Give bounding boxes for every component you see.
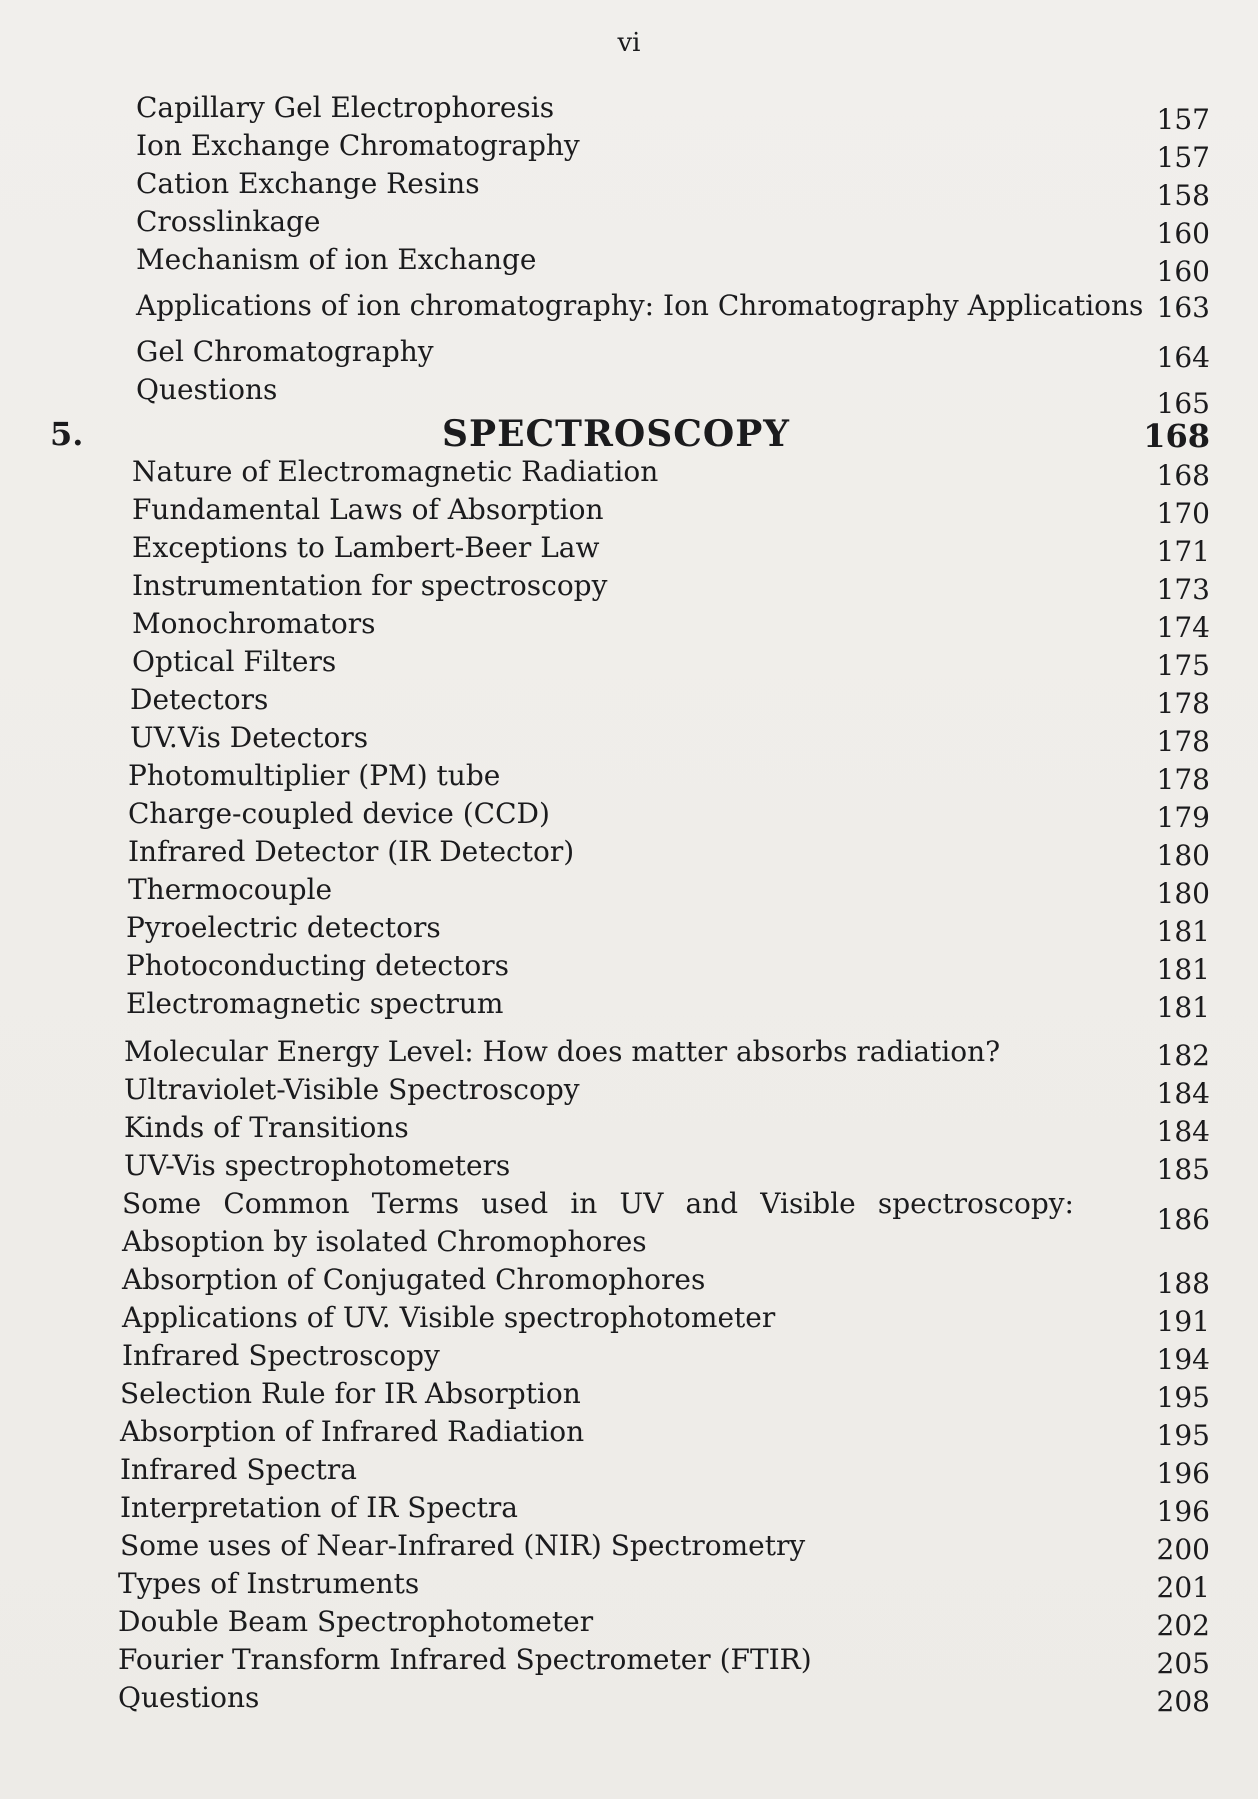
entry-page-number: 168	[1156, 459, 1210, 492]
entry-title: Questions	[118, 1681, 260, 1714]
entry-page-number: 178	[1156, 763, 1210, 796]
page-number: vi	[617, 28, 641, 58]
entry-title: Photoconducting detectors	[126, 949, 509, 982]
entry-page-number: 180	[1156, 839, 1210, 872]
chapter-page-number: 168	[1143, 417, 1210, 455]
toc-entry	[0, 332, 1258, 372]
entry-page-number: 191	[1156, 1305, 1210, 1338]
chapter-number: 5.	[50, 415, 84, 453]
toc-entry	[0, 1640, 1258, 1680]
toc-entry	[0, 1108, 1258, 1148]
entry-page-number: 163	[1156, 291, 1210, 324]
entry-page-number: 186	[1156, 1203, 1210, 1236]
entry-title: Infrared Spectra	[120, 1453, 358, 1486]
toc-entry	[0, 984, 1258, 1024]
entry-page-number: 173	[1156, 573, 1210, 606]
entry-page-number: 178	[1156, 687, 1210, 720]
entry-title: Ion Exchange Chromatography	[136, 129, 580, 162]
toc-entry	[0, 528, 1258, 568]
entry-page-number: 160	[1156, 255, 1210, 288]
entry-page-number: 195	[1156, 1381, 1210, 1414]
toc-entry	[0, 1450, 1258, 1490]
entry-title: Fundamental Laws of Absorption	[132, 493, 604, 526]
entry-title: Absorption of Conjugated Chromophores	[122, 1263, 706, 1296]
entry-page-number: 184	[1156, 1077, 1210, 1110]
entry-page-number: 178	[1156, 725, 1210, 758]
toc-entry	[0, 946, 1258, 986]
entry-page-number: 175	[1156, 649, 1210, 682]
entry-title: Some Common Terms used in UV and Visible spectroscopy:	[122, 1187, 1074, 1220]
toc-entry	[0, 1032, 1258, 1072]
entry-page-number: 181	[1156, 953, 1210, 986]
entry-page-number: 157	[1156, 103, 1210, 136]
entry-page-number: 205	[1156, 1647, 1210, 1680]
toc-entry	[0, 870, 1258, 910]
toc-entry	[0, 1678, 1258, 1718]
toc-entry	[0, 718, 1258, 758]
entry-page-number: 194	[1156, 1343, 1210, 1376]
toc-entry	[0, 164, 1258, 212]
entry-title: Interpretation of IR Spectra	[120, 1491, 518, 1524]
entry-title: Cation Exchange Resins	[136, 167, 480, 200]
entry-page-number: 171	[1156, 535, 1210, 568]
entry-title: Absoption by isolated Chromophores	[122, 1225, 647, 1258]
entry-title: Infrared Spectroscopy	[122, 1339, 440, 1372]
toc-entry	[0, 566, 1258, 606]
entry-page-number: 196	[1156, 1495, 1210, 1528]
entry-page-number: 179	[1156, 801, 1210, 834]
toc-entry	[0, 832, 1258, 872]
toc-entry	[0, 1374, 1258, 1414]
toc-entry	[0, 240, 1258, 288]
chapter-heading	[0, 414, 1258, 454]
entry-title: Electromagnetic spectrum	[126, 987, 504, 1020]
toc-entry	[0, 756, 1258, 796]
entry-title: Selection Rule for IR Absorption	[120, 1377, 581, 1410]
toc-entry	[0, 370, 1258, 420]
toc-entry	[0, 88, 1258, 136]
toc-entry	[0, 490, 1258, 530]
entry-title: Molecular Energy Level: How does matter absorbs radiation?	[124, 1035, 1001, 1068]
entry-page-number: 181	[1156, 915, 1210, 948]
entry-title: Charge-coupled device (CCD)	[128, 797, 550, 830]
entry-title: Instrumentation for spectroscopy	[132, 569, 608, 602]
toc-entry	[0, 452, 1258, 492]
toc-entry	[0, 126, 1258, 174]
toc-entry	[0, 1070, 1258, 1110]
entry-title: Applications of UV. Visible spectrophotometer	[122, 1301, 776, 1334]
toc-entry	[0, 1298, 1258, 1338]
entry-page-number: 184	[1156, 1115, 1210, 1148]
entry-title: Applications of ion chromatography: Ion Chromatography Applications	[136, 289, 1144, 322]
entry-title: Absorption of Infrared Radiation	[120, 1415, 585, 1448]
toc-entry	[0, 794, 1258, 834]
entry-title: Exceptions to Lambert-Beer Law	[132, 531, 600, 564]
toc-entry	[0, 1336, 1258, 1376]
entry-page-number: 200	[1156, 1533, 1210, 1566]
entry-title: Gel Chromatography	[136, 335, 434, 368]
chapter-title: SPECTROSCOPY	[442, 413, 791, 455]
entry-page-number: 158	[1156, 179, 1210, 212]
toc-entry	[0, 1526, 1258, 1566]
toc-entry	[0, 1602, 1258, 1642]
entry-title: Double Beam Spectrophotometer	[118, 1605, 594, 1638]
entry-title: Fourier Transform Infrared Spectrometer (FTIR)	[118, 1643, 812, 1676]
entry-title: Nature of Electromagnetic Radiation	[132, 455, 659, 488]
toc-entry	[0, 642, 1258, 682]
entry-title: Optical Filters	[132, 645, 337, 678]
entry-page-number: 170	[1156, 497, 1210, 530]
toc-entry	[0, 604, 1258, 644]
toc-entry	[0, 1488, 1258, 1528]
entry-page-number: 188	[1156, 1267, 1210, 1300]
entry-page-number: 174	[1156, 611, 1210, 644]
entry-page-number: 201	[1156, 1571, 1210, 1604]
toc-entry	[0, 1412, 1258, 1452]
entry-page-number: 195	[1156, 1419, 1210, 1452]
entry-page-number: 185	[1156, 1153, 1210, 1186]
entry-page-number: 208	[1156, 1685, 1210, 1718]
entry-page-number: 196	[1156, 1457, 1210, 1490]
entry-title: Types of Instruments	[118, 1567, 420, 1600]
entry-page-number: 180	[1156, 877, 1210, 910]
entry-title: Detectors	[130, 683, 269, 716]
entry-title: Questions	[136, 373, 278, 406]
entry-title: Crosslinkage	[136, 205, 321, 238]
toc-entry	[0, 1260, 1258, 1300]
entry-page-number: 160	[1156, 217, 1210, 250]
entry-title: Capillary Gel Electrophoresis	[136, 91, 555, 124]
toc-entry	[0, 680, 1258, 720]
entry-title: Monochromators	[132, 607, 376, 640]
toc-entry	[0, 286, 1258, 326]
entry-page-number: 165	[1156, 387, 1210, 420]
entry-page-number: 181	[1156, 991, 1210, 1024]
toc-entry	[0, 1564, 1258, 1604]
entry-title: Pyroelectric detectors	[126, 911, 441, 944]
entry-title: Kinds of Transitions	[124, 1111, 409, 1144]
entry-title: Mechanism of ion Exchange	[136, 243, 537, 276]
entry-page-number: 202	[1156, 1609, 1210, 1642]
entry-title: UV.Vis Detectors	[130, 721, 369, 754]
toc-entry	[0, 1146, 1258, 1186]
toc-entry	[0, 202, 1258, 250]
toc-entry	[0, 908, 1258, 948]
toc-entry	[0, 1222, 1258, 1262]
entry-title: Some uses of Near-Infrared (NIR) Spectrometry	[120, 1529, 806, 1562]
entry-title: Thermocouple	[128, 873, 333, 906]
entry-page-number: 182	[1156, 1039, 1210, 1072]
entry-page-number: 164	[1156, 341, 1210, 374]
toc-entry	[0, 1184, 1258, 1236]
entry-page-number: 157	[1156, 141, 1210, 174]
entry-title: Ultraviolet-Visible Spectroscopy	[124, 1073, 580, 1106]
entry-title: Infrared Detector (IR Detector)	[128, 835, 575, 868]
entry-title: UV-Vis spectrophotometers	[124, 1149, 511, 1182]
entry-title: Photomultiplier (PM) tube	[128, 759, 501, 792]
